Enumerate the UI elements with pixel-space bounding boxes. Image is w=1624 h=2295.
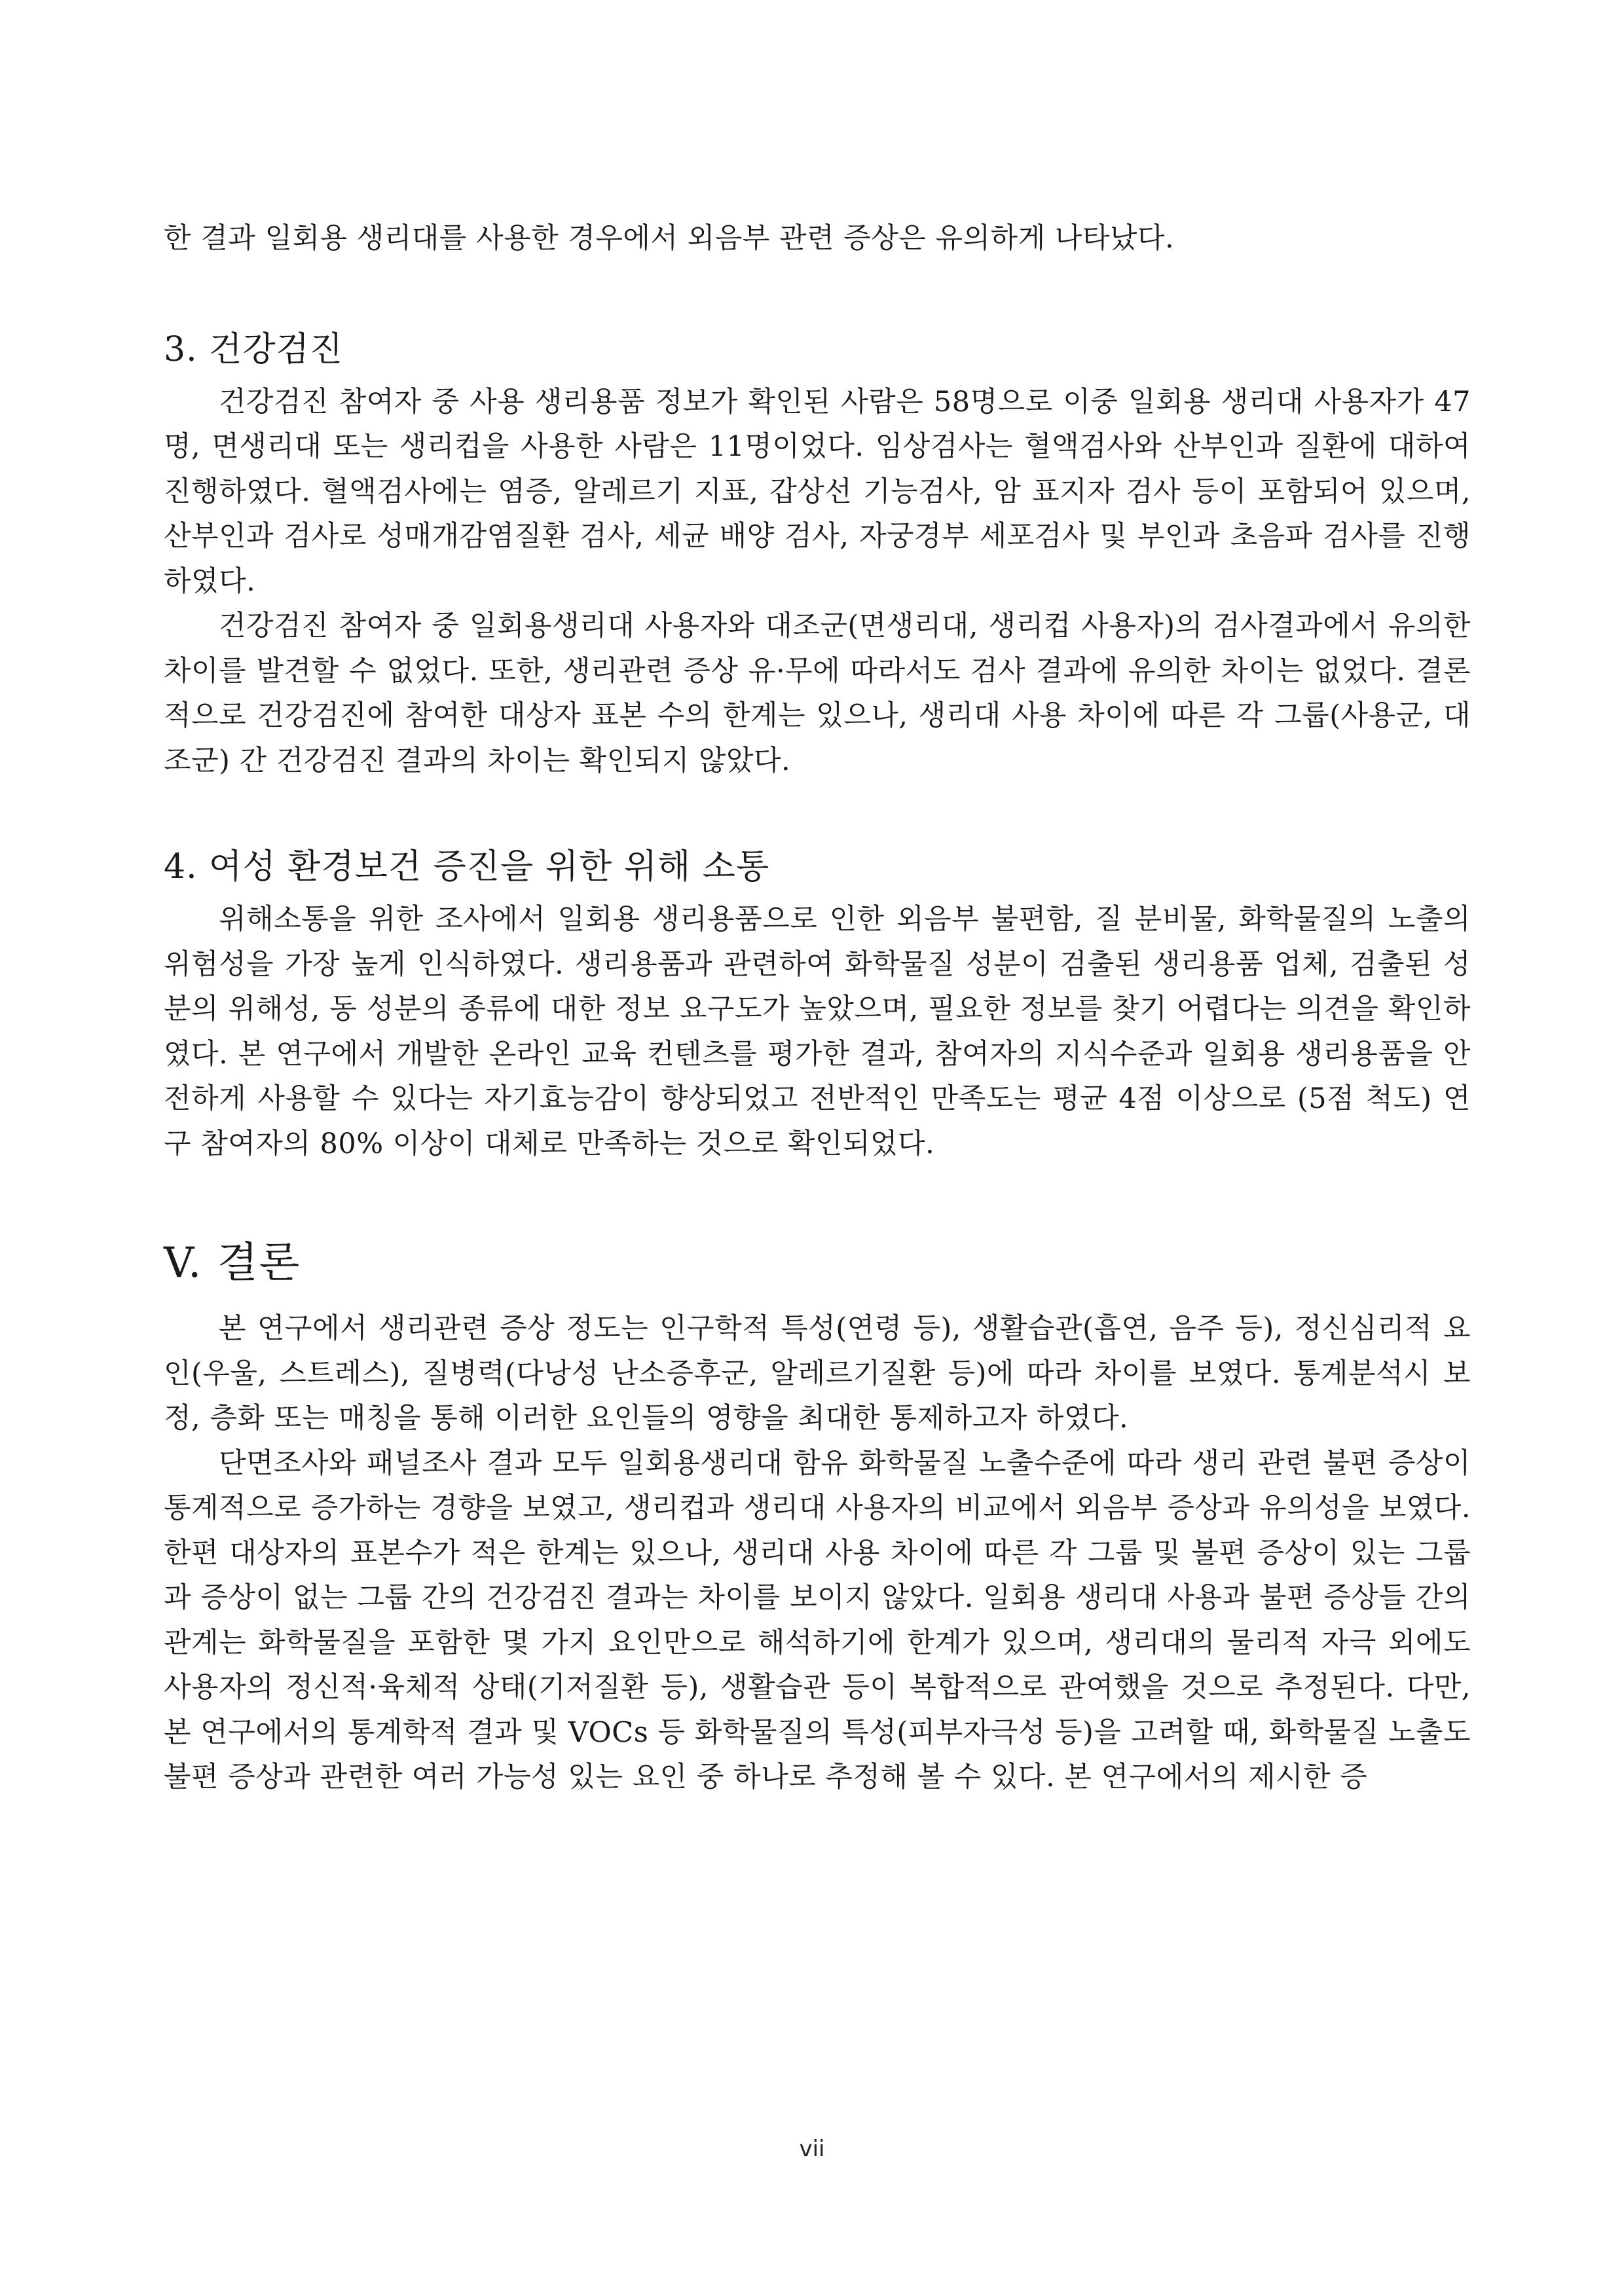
section-3-heading: 3. 건강검진 bbox=[164, 329, 344, 369]
section-3-paragraph-1: 건강검진 참여자 중 사용 생리용품 정보가 확인된 사람은 58명으로 이중 일회용 생리대 사용자가 47명, 면생리대 또는 생리컵을 사용한 사람은 11명이었다. 임상검사는 혈액검사와 산부인과 질환에 대하여 진행하였다. 혈액검사에는 염증, 알레르기 지표, 갑상선 기능검사, 암 표지자 검사 등이 포함되어 있으며, 산부인과 검사로 성매개감염질환 검사, 세균 배양 검사, 자궁경부 세포검사 및 부인과 초음파 검사를 진행하였다. bbox=[164, 385, 1471, 598]
page-number: vii bbox=[799, 2136, 825, 2162]
section-4-heading: 4. 여성 환경보건 증진을 위한 위해 소통 bbox=[164, 847, 770, 887]
chapter-5-heading: V. 결론 bbox=[164, 1239, 301, 1287]
section-4-paragraph-1: 위해소통을 위한 조사에서 일회용 생리용품으로 인한 외음부 불편함, 질 분비물, 화학물질의 노출의 위험성을 가장 높게 인식하였다. 생리용품과 관련하여 화학물질 성분이 검출된 생리용품 업체, 검출된 성분의 위해성, 동 성분의 종류에 대한 정보 요구도가 높았으며, 필요한 정보를 찾기 어렵다는 의견을 확인하였다. 본 연구에서 개발한 온라인 교육 컨텐츠를 평가한 결과, 참여자의 지식수준과 일회용 생리용품을 안전하게 사용할 수 있다는 자기효능감이 향상되었고 전반적인 만족도는 평균 4점 이상으로 (5점 척도) 연구 참여자의 80% 이상이 대체로 만족하는 것으로 확인되었다. bbox=[164, 903, 1471, 1160]
section-3-paragraph-2: 건강검진 참여자 중 일회용생리대 사용자와 대조군(면생리대, 생리컵 사용자)의 검사결과에서 유의한 차이를 발견할 수 없었다. 또한, 생리관련 증상 유·무에 따라서도 검사 결과에 유의한 차이는 없었다. 결론적으로 건강검진에 참여한 대상자 표본 수의 한계는 있으나, 생리대 사용 차이에 따른 각 그룹(사용군, 대조군) 간 건강검진 결과의 차이는 확인되지 않았다. bbox=[164, 610, 1471, 777]
chapter-5-paragraph-2: 단면조사와 패널조사 결과 모두 일회용생리대 함유 화학물질 노출수준에 따라 생리 관련 불편 증상이 통계적으로 증가하는 경향을 보였고, 생리컵과 생리대 사용자의 비교에서 외음부 증상과 유의성을 보였다. 한편 대상자의 표본수가 적은 한계는 있으나, 생리대 사용 차이에 따른 각 그룹 및 불편 증상이 있는 그룹과 증상이 없는 그룹 간의 건강검진 결과는 차이를 보이지 않았다. 일회용 생리대 사용과 불편 증상들 간의 관계는 화학물질을 포함한 몇 가지 요인만으로 해석하기에 한계가 있으며, 생리대의 물리적 자극 외에도 사용자의 정신적·육체적 상태(기저질환 등), 생활습관 등이 복합적으로 관여했을 것으로 추정된다. 다만, 본 연구에서의 통계학적 결과 및 VOCs 등 화학물질의 특성(피부자극성 등)을 고려할 때, 화학물질 노출도 불편 증상과 관련한 여러 가능성 있는 요인 중 하나로 추정해 볼 수 있다. 본 연구에서의 제시한 증 bbox=[164, 1446, 1471, 1793]
continued-paragraph: 한 결과 일회용 생리대를 사용한 경우에서 외음부 관련 증상은 유의하게 나타났다. bbox=[164, 222, 1175, 255]
chapter-5-paragraph-1: 본 연구에서 생리관련 증상 정도는 인구학적 특성(연령 등), 생활습관(흡연, 음주 등), 정신심리적 요인(우울, 스트레스), 질병력(다낭성 난소증후군, 알레르기질환 등)에 따라 차이를 보였다. 통계분석시 보정, 층화 또는 매칭을 통해 이러한 요인들의 영향을 최대한 통제하고자 하였다. bbox=[164, 1312, 1471, 1435]
document-page bbox=[164, 216, 1471, 1800]
